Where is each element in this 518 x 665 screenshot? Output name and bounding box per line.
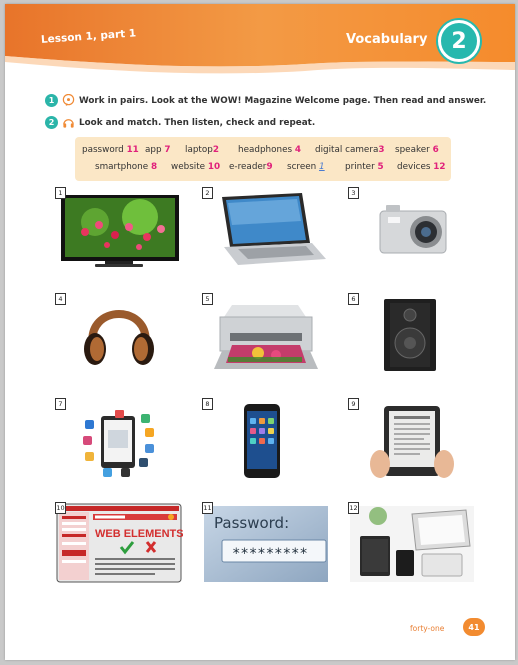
picture-number: 6 <box>348 293 359 305</box>
digital-camera-image <box>348 187 476 269</box>
headphones-image <box>55 293 183 375</box>
password-image <box>202 502 330 584</box>
picture-11 <box>202 502 330 584</box>
printer-image <box>202 293 330 375</box>
picture-number: 4 <box>55 293 66 305</box>
picture-4 <box>55 293 183 375</box>
e-reader-image <box>348 398 476 480</box>
website-image <box>55 502 183 584</box>
speech-bubble-icon <box>62 94 75 107</box>
word-item: digital camera3 <box>315 145 385 155</box>
picture-6 <box>348 293 476 375</box>
word-box <box>75 137 451 181</box>
exercise-number: 1 <box>45 94 58 107</box>
instruction-1 <box>45 94 486 107</box>
word-item: screen 1 <box>287 162 325 172</box>
picture-10 <box>55 502 183 584</box>
password-label-text: Password: <box>214 514 290 532</box>
section-title: Vocabulary <box>346 32 428 47</box>
picture-number: 11 <box>203 504 212 512</box>
word-item: smartphone 8 <box>95 162 158 172</box>
instruction-2 <box>45 116 315 129</box>
password-mask-text: ********* <box>232 546 308 562</box>
instruction-text: Work in pairs. Look at the WOW! Magazine Welcome page. Then read and answer. <box>79 95 487 106</box>
word-item: password 11 <box>82 145 139 155</box>
picture-number: 7 <box>55 398 66 410</box>
page-number-badge: 41 <box>463 618 485 636</box>
picture-5 <box>202 293 330 375</box>
headphones-icon <box>62 116 75 129</box>
picture-12 <box>348 502 476 584</box>
picture-number: 3 <box>348 187 359 199</box>
word-item: speaker 6 <box>395 145 439 155</box>
picture-7 <box>55 398 183 480</box>
word-item: website 10 <box>171 162 221 172</box>
devices-image <box>348 502 476 584</box>
word-item: app 7 <box>145 145 171 155</box>
picture-number: 2 <box>202 187 213 199</box>
speaker-image <box>348 293 476 375</box>
tv-screen-image <box>55 187 183 269</box>
word-item: e-reader9 <box>229 162 273 172</box>
picture-9 <box>348 398 476 480</box>
textbook-page <box>5 4 515 660</box>
word-item: headphones 4 <box>238 145 301 155</box>
lesson-label: Lesson 1, part 1 <box>40 27 137 46</box>
page-word: forty-one <box>410 624 445 633</box>
laptop-image <box>202 187 330 269</box>
picture-2 <box>202 187 330 269</box>
apps-image <box>55 398 183 480</box>
picture-number: 12 <box>349 504 358 512</box>
picture-1 <box>55 187 183 269</box>
picture-number: 8 <box>202 398 213 410</box>
word-item: laptop2 <box>185 145 219 155</box>
word-item: devices 12 <box>397 162 446 172</box>
instruction-text: Look and match. Then listen, check and repeat. <box>79 117 316 128</box>
smartphone-image <box>202 398 330 480</box>
word-item: printer 5 <box>345 162 384 172</box>
exercise-number: 2 <box>45 116 58 129</box>
picture-number: 1 <box>55 187 66 199</box>
picture-number: 9 <box>348 398 359 410</box>
picture-3 <box>348 187 476 269</box>
unit-number-badge: 2 <box>438 20 480 62</box>
picture-number: 5 <box>202 293 213 305</box>
web-elements-text: WEB ELEMENTS <box>95 528 183 540</box>
picture-number: 10 <box>56 504 65 512</box>
picture-8 <box>202 398 330 480</box>
